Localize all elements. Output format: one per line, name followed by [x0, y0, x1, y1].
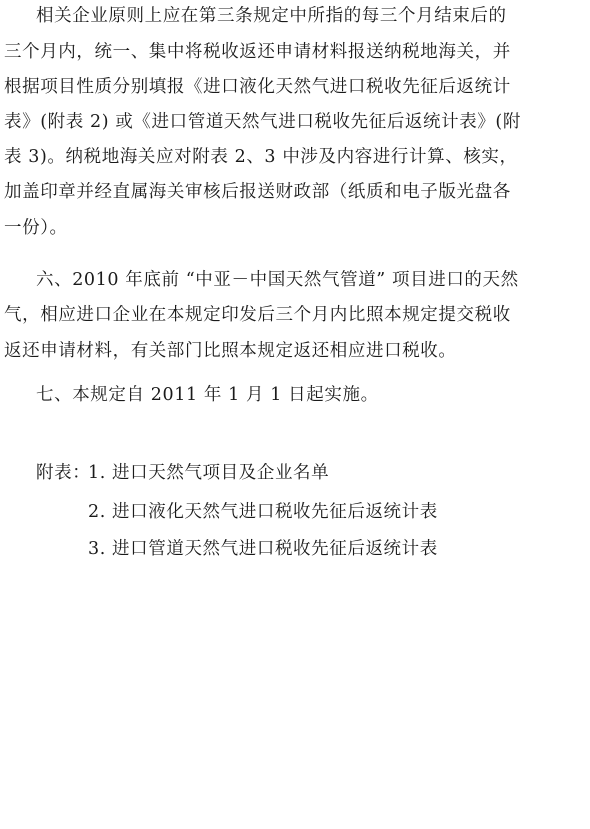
- paragraph-line: 一份）。: [4, 218, 68, 238]
- paragraph-line: 表》(附表 2) 或《进口管道天然气进口税收先征后返统计表》(附: [4, 112, 521, 132]
- paragraph-line: 六、2010 年底前 “中亚－中国天然气管道” 项目进口的天然: [36, 270, 519, 290]
- attachments-label: 附表：: [36, 463, 91, 483]
- paragraph-line: 相关企业原则上应在第三条规定中所指的每三个月结束后的: [36, 6, 507, 26]
- paragraph-line: 返还申请材料，有关部门比照本规定返还相应进口税收。: [4, 341, 457, 361]
- paragraph-line: 气，相应进口企业在本规定印发后三个月内比照本规定提交税收: [4, 305, 511, 325]
- attachment-item: 1. 进口天然气项目及企业名单: [88, 463, 330, 483]
- paragraph-line: 根据项目性质分别填报《进口液化天然气进口税收先征后返统计: [4, 77, 511, 97]
- paragraph-line: 三个月内，统一、集中将税收返还申请材料报送纳税地海关，并: [4, 42, 511, 62]
- attachment-item: 3. 进口管道天然气进口税收先征后返统计表: [88, 539, 438, 559]
- paragraph-line: 加盖印章并经直属海关审核后报送财政部（纸质和电子版光盘各: [4, 182, 511, 202]
- paragraph-line: 七、本规定自 2011 年 1 月 1 日起实施。: [36, 385, 379, 405]
- attachment-item: 2. 进口液化天然气进口税收先征后返统计表: [88, 502, 438, 522]
- paragraph-line: 表 3)。纳税地海关应对附表 2、3 中涉及内容进行计算、核实，: [4, 147, 518, 167]
